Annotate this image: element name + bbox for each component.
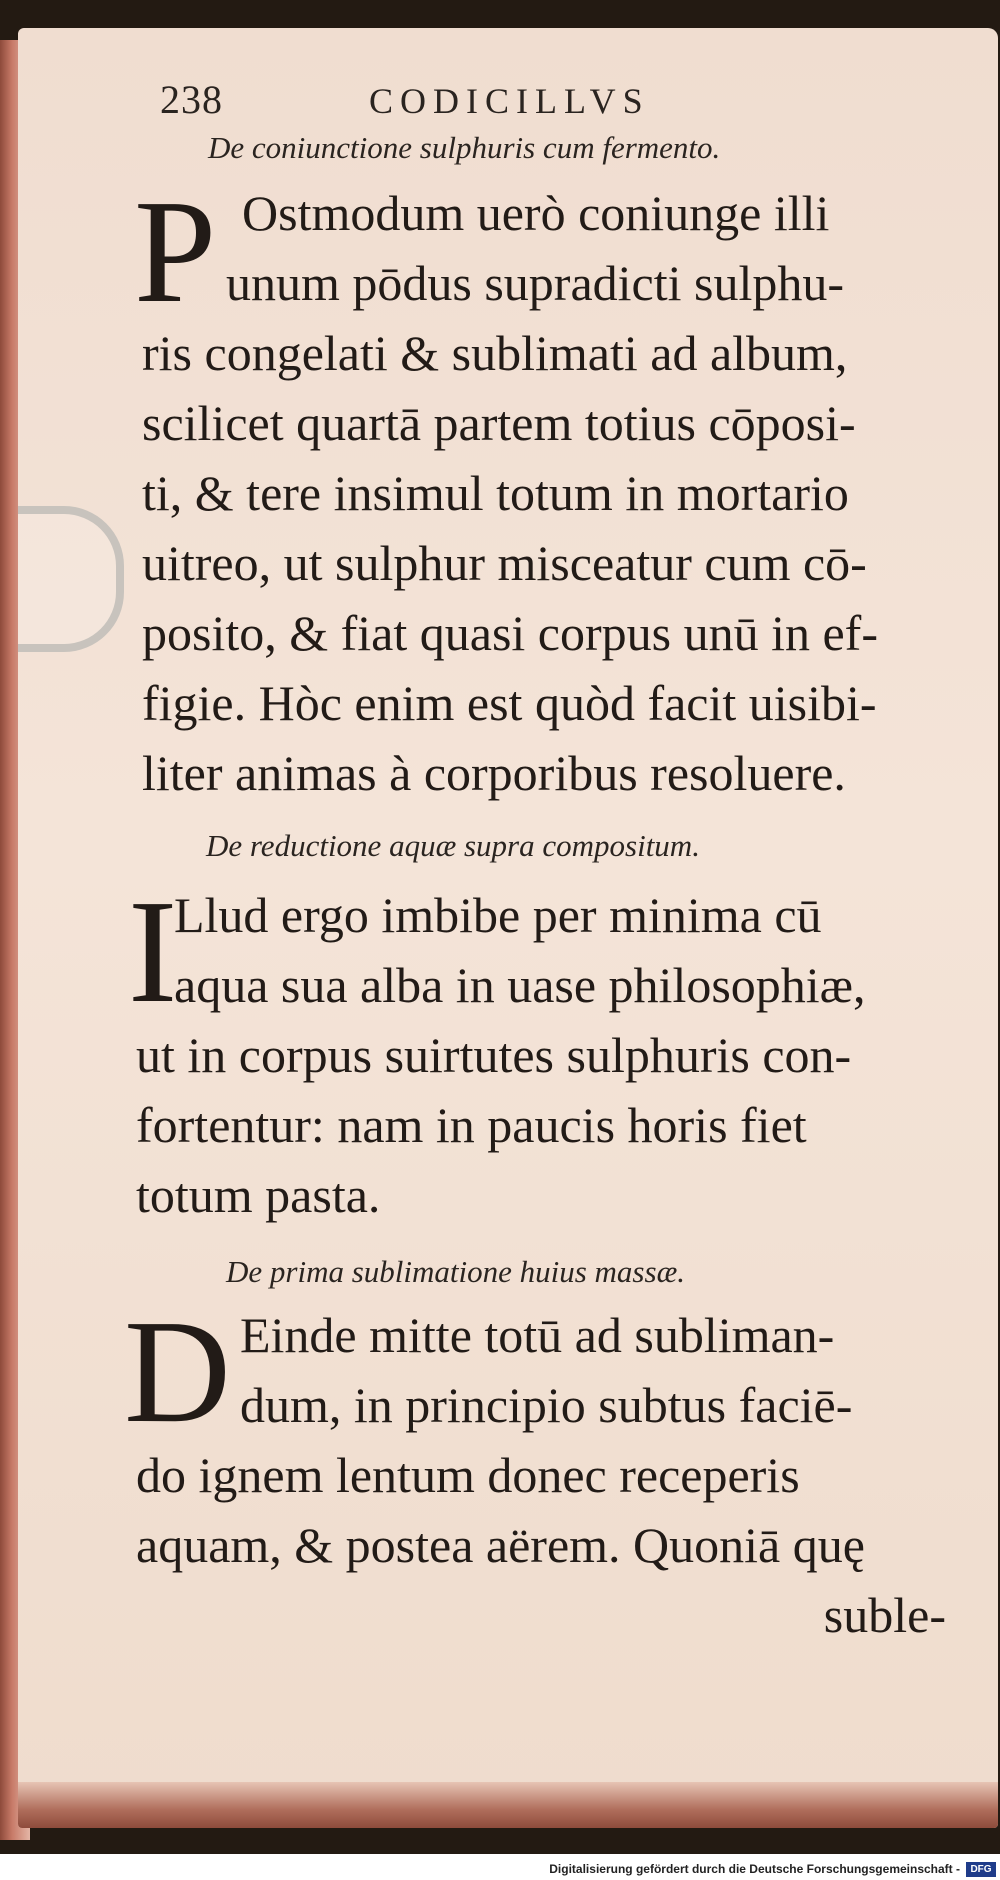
text-line: ris congelati & sublimati ad album, xyxy=(142,325,848,381)
paragraph-reductione xyxy=(136,880,966,1230)
text-line: Ostmodum uerò coniunge illi xyxy=(242,185,830,241)
digitization-footer xyxy=(0,1854,1000,1880)
page-header xyxy=(160,76,918,123)
dfg-logo: DFG xyxy=(966,1862,996,1877)
text-line: unum pōdus supradicti sulphu- xyxy=(226,255,845,311)
text-line: Llud ergo imbibe per minima cū xyxy=(174,887,822,943)
text-line: posito, & fiat quasi corpus unū in ef- xyxy=(142,605,878,661)
initial-letter-i: I xyxy=(128,870,178,1034)
text-line: Einde mitte totū ad subliman- xyxy=(240,1307,835,1363)
text-line: aqua sua alba in uase philosophiæ, xyxy=(174,957,866,1013)
text-line: uitreo, ut sulphur misceatur cum cō- xyxy=(142,535,867,591)
text-line: liter animas à corporibus resoluere. xyxy=(142,745,846,801)
text-line: fortentur: nam in paucis horis fiet xyxy=(136,1097,807,1153)
rubric-sublimatione: De prima sublimatione huius massæ. xyxy=(226,1254,685,1289)
text-line: ut in corpus suirtutes sulphuris con- xyxy=(136,1027,852,1083)
running-head: CODICILLVS xyxy=(369,81,650,121)
text-line: scilicet quartā partem totius cōposi- xyxy=(142,395,856,451)
paragraph-coniunctione xyxy=(142,178,972,808)
text-line: figie. Hòc enim est quòd facit uisibi- xyxy=(142,675,877,731)
text-line: dum, in principio subtus faciē- xyxy=(240,1377,853,1433)
rubric-coniunctione: De coniunctione sulphuris cum fermento. xyxy=(208,130,721,165)
catchword: suble- xyxy=(823,1587,946,1643)
text-line: totum pasta. xyxy=(136,1167,381,1223)
initial-letter-d: D xyxy=(124,1290,231,1454)
page-clip xyxy=(18,506,124,652)
rubric-reductione: De reductione aquæ supra compositum. xyxy=(206,828,700,863)
initial-letter-p: P xyxy=(134,170,217,334)
page-number: 238 xyxy=(160,77,223,122)
text-line: ti, & tere insimul totum in mortario xyxy=(142,465,849,521)
footer-credit: Digitalisierung gefördert durch die Deutsche Forschungsgemeinschaft - xyxy=(549,1862,960,1876)
text-line: do ignem lentum donec receperis xyxy=(136,1447,800,1503)
book-page xyxy=(18,28,998,1828)
paragraph-sublimatione xyxy=(136,1300,966,1650)
text-line: aquam, & postea aërem. Quoniā quę xyxy=(136,1517,865,1573)
page-bottom-edge xyxy=(18,1782,998,1828)
